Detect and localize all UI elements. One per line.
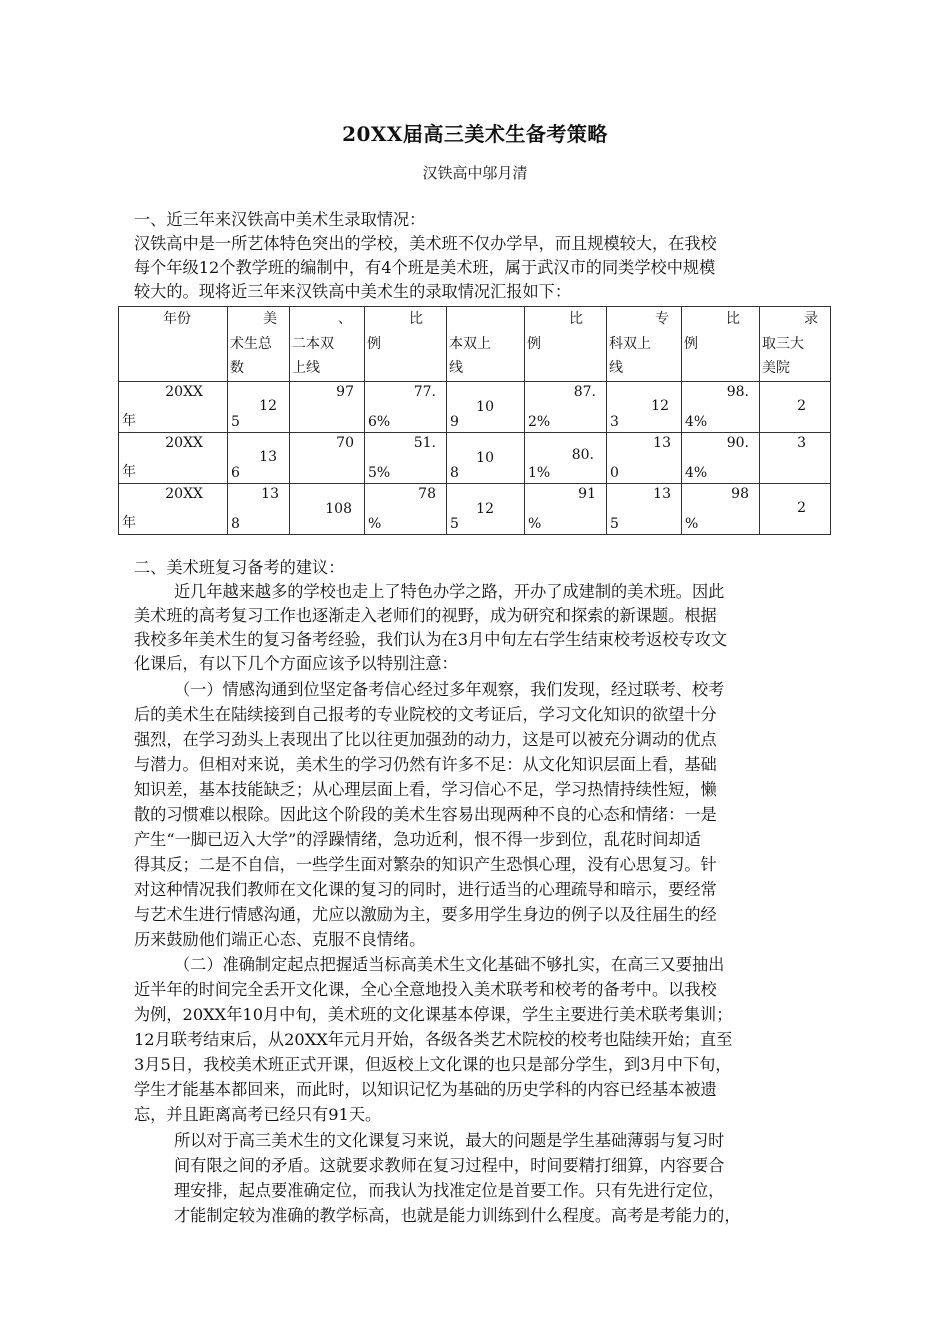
paragraph-line: 与艺术生进行情感沟通，尤应以激励为主，要多用学生身边的例子以及往届生的经 [134, 905, 717, 924]
paragraph-line: 历来鼓励他们端正心态、克服不良情绪。 [134, 930, 426, 949]
year-bottom: 年 [122, 412, 136, 429]
paragraph-line: 产生“一脚已迈入大学”的浮躁情绪，急功近利，恨不得一步到位，乱花时间却适 [134, 830, 701, 849]
paragraph-line: 学生才能基本都回来，而此时，以知识记忆为基础的历史学科的内容已经基本被遗 [134, 1080, 717, 1099]
paragraph-line: 近半年的时间完全丢开文化课，全心全意地投入美术联考和校考的备考中。以我校 [134, 980, 717, 999]
header-cell-second-tier: 、 二本双 上线 [290, 307, 365, 382]
author-line: 汉铁高中邬月清 [422, 164, 528, 182]
header-cell-ratio-1: 比 例 [365, 307, 447, 382]
paragraph-line: 忘，并且距离高考已经只有91天。 [134, 1105, 382, 1124]
paragraph-line: 汉铁高中是一所艺体特色突出的学校，美术班不仅办学早，而且规模较大，在我校 [134, 234, 717, 253]
header-cell-year: 年份 [119, 307, 228, 382]
section2-heading: 二、美术班复习备考的建议： [134, 558, 345, 577]
header-cell-first-tier: 本双上 线 [447, 307, 525, 382]
year-bottom: 年 [122, 463, 136, 480]
paragraph-line: 我校多年美术生的复习备考经验，我们认为在3月中旬左右学生结束校考返校专攻文 [134, 630, 728, 649]
paragraph-line: 知识差，基本技能缺乏；从心理层面上看，学习信心不足，学习热情持续性短，懒 [134, 780, 717, 799]
paragraph-line: 对这种情况我们教师在文化课的复习的同时，进行适当的心理疏导和暗示，要经常 [134, 880, 717, 899]
header-cell-total: 美 术生总 数 [228, 307, 290, 382]
year-top: 20XX [165, 485, 203, 502]
table-row: 20XX 年 12 5 97 77. 6% 10 9 87. 2% 12 3 98. 4% 2 [119, 381, 831, 432]
paragraph-line: 才能制定较为准确的教学标高，也就是能力训练到什么程度。高考是考能力的， [174, 1206, 741, 1225]
subsection-1-line: （一）情感沟通到位坚定备考信心经过多年观察，我们发现，经过联考、校考 [174, 680, 725, 699]
table-header-row [119, 307, 831, 382]
paragraph-line: 化课后，有以下几个方面应该予以特别注意： [134, 654, 458, 673]
table-row: 20XX 年 13 8 108 78 % 12 5 91 % 13 5 98 % 2 [119, 483, 831, 534]
paragraph-line: 所以对于高三美术生的文化课复习来说，最大的问题是学生基础薄弱与复习时 [174, 1131, 725, 1150]
paragraph-line: 强烈，在学习劲头上表现出了比以往更加强劲的动力，这是可以被充分调动的优点 [134, 730, 717, 749]
paragraph-line: 散的习惯难以根除。因此这个阶段的美术生容易出现两种不良的心态和情绪：一是 [134, 805, 717, 824]
paragraph-line: 间有限之间的矛盾。这就要求教师在复习过程中，时间要精打细算，内容要合 [174, 1156, 725, 1175]
table-row: 20XX 年 13 6 70 51. 5% 10 8 80. 1% 13 0 90. 4% 3 [119, 432, 831, 483]
admission-table [118, 306, 831, 535]
section1-heading: 一、近三年来汉铁高中美术生录取情况： [134, 210, 426, 229]
paragraph-line: 近几年越来越多的学校也走上了特色办学之路，开办了成建制的美术班。因此 [174, 582, 725, 601]
paragraph-line: 得其反；二是不自信，一些学生面对繁杂的知识产生恐惧心理，没有心思复习。针 [134, 855, 717, 874]
paragraph-line: 理安排，起点要准确定位，而我认为找准定位是首要工作。只有先进行定位， [174, 1181, 725, 1200]
year-bottom: 年 [122, 514, 136, 531]
paragraph-line: 3月5日，我校美术班正式开课，但返校上文化课的也只是部分学生，到3月中下旬， [134, 1055, 732, 1074]
paragraph-line: 每个年级12个教学班的编制中，有4个班是美术班，属于武汉市的同类学校中规模 [134, 258, 716, 277]
header-cell-top-academies: 录 取三大 美院 [760, 307, 831, 382]
paragraph-line: 与潜力。但相对来说，美术生的学习仍然有许多不足：从文化知识层面上看，基础 [134, 755, 717, 774]
paragraph-line: 美术班的高考复习工作也逐渐走入老师们的视野，成为研究和探索的新课题。根据 [134, 606, 717, 625]
paragraph-line: 12月联考结束后，从20XX年元月开始，各级各类艺术院校的校考也陆续开始；直至 [134, 1030, 733, 1049]
header-cell-college: 专 科双上 线 [607, 307, 682, 382]
subsection-2-line: （二）准确制定起点把握适当标高美术生文化基础不够扎实，在高三又要抽出 [174, 955, 725, 974]
paragraph-line: 为例，20XX年10月中旬，美术班的文化课基本停课，学生主要进行美术联考集训； [134, 1005, 733, 1024]
header-cell-ratio-3: 比 例 [682, 307, 760, 382]
paragraph-line: 较大的。现将近三年来汉铁高中美术生的录取情况汇报如下： [134, 282, 572, 301]
page-title: 20XX届高三美术生备考策略 [342, 122, 608, 146]
header-cell-ratio-2: 比 例 [525, 307, 607, 382]
year-top: 20XX [165, 383, 203, 400]
year-top: 20XX [165, 434, 203, 451]
paragraph-line: 后的美术生在陆续接到自己报考的专业院校的文考证后，学习文化知识的欲望十分 [134, 705, 717, 724]
